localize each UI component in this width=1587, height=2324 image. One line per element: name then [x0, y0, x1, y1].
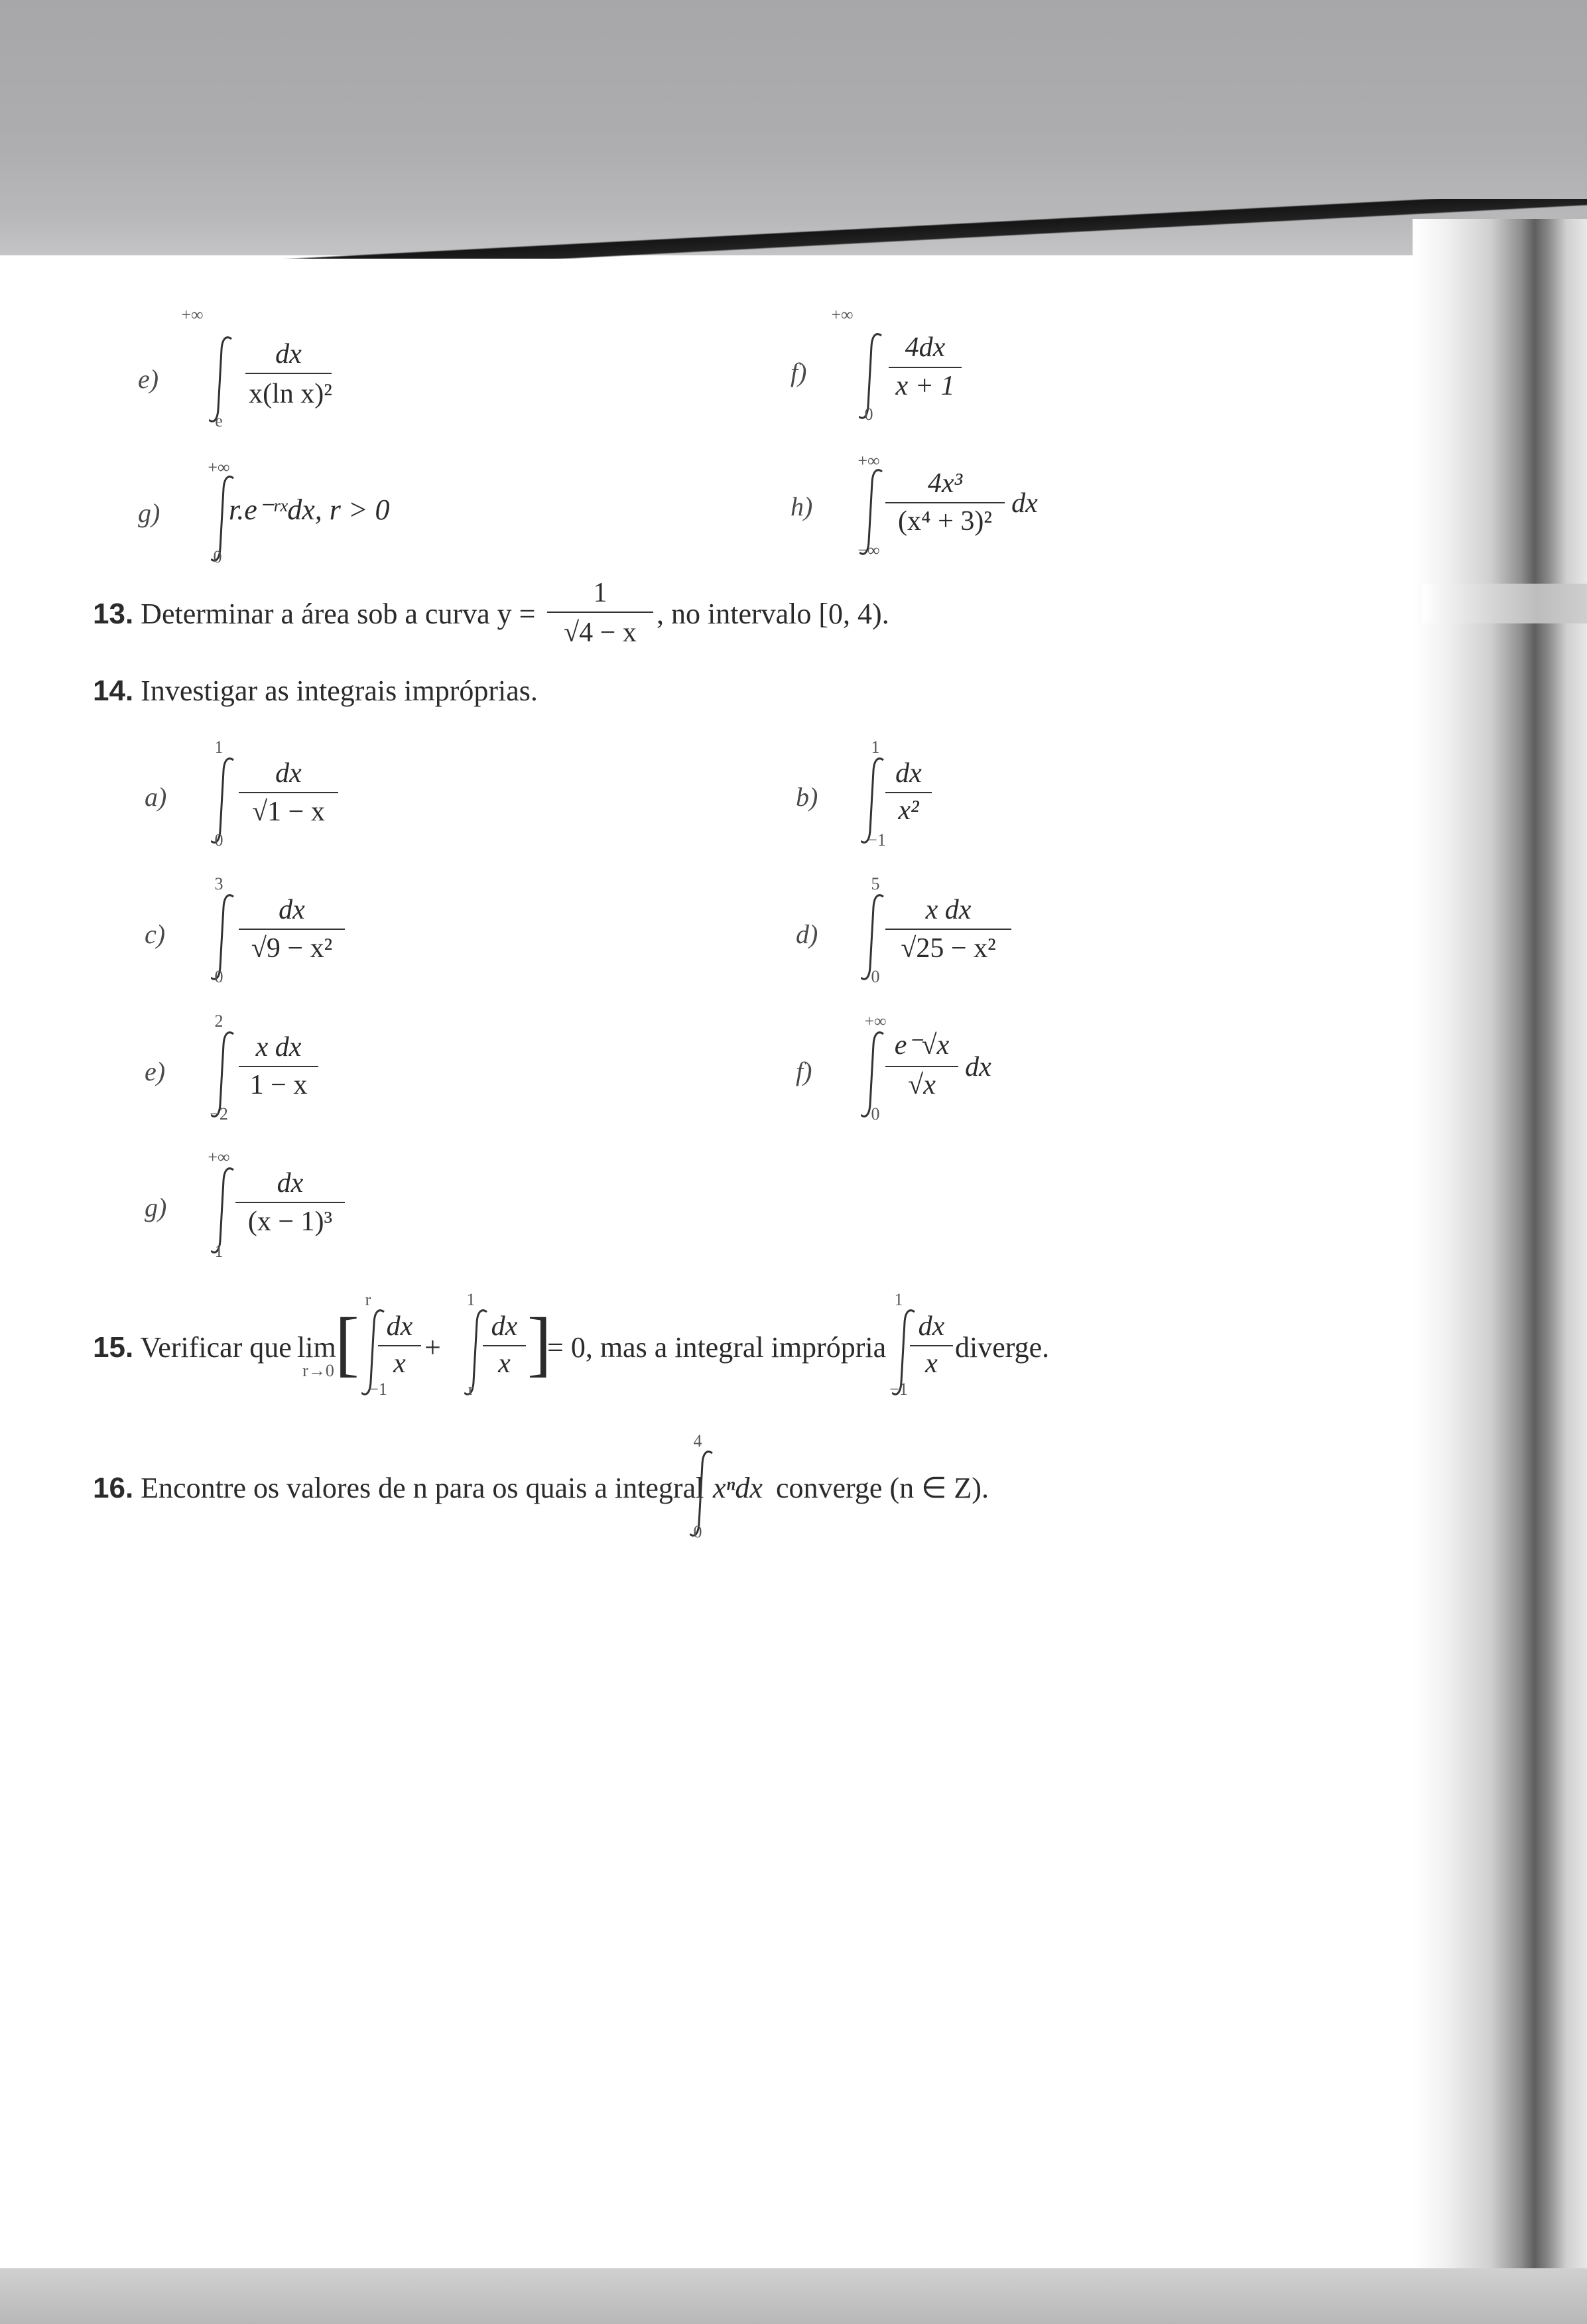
item-label: e) [138, 364, 159, 394]
integral-upper-limit: +∞ [208, 1147, 230, 1167]
integral-lower-limit: 0 [214, 830, 223, 850]
integral-lower-limit: −1 [889, 1380, 908, 1399]
numerator: dx [918, 1311, 945, 1342]
scan-artifact [1423, 584, 1587, 623]
numerator: 4x³ [927, 468, 963, 499]
integral-lower-limit: −1 [369, 1380, 387, 1399]
question-text-end: , no intervalo [0, 4). [657, 598, 889, 630]
integrand: r.e⁻ʳˣdx, r > 0 [229, 493, 390, 526]
integral-upper-limit: +∞ [857, 451, 880, 470]
denominator: (x⁴ + 3)² [898, 506, 992, 537]
numerator: x dx [255, 1032, 302, 1063]
item-label: g) [138, 498, 160, 528]
fraction-bar [245, 373, 332, 374]
question-text: Investigar as integrais impróprias. [141, 675, 538, 707]
denominator: x [498, 1348, 511, 1379]
item-label: d) [796, 919, 818, 949]
fraction-bar [910, 1345, 953, 1346]
integral-lower-limit: 0 [213, 547, 222, 566]
question-text-mid: = 0, mas a integral imprópria [547, 1331, 887, 1364]
integral-lower-limit: 1 [214, 1242, 223, 1261]
item-label: h) [791, 491, 813, 521]
denominator: 1 − x [249, 1070, 308, 1100]
numerator: x dx [925, 895, 972, 925]
question-text-end: diverge. [955, 1331, 1050, 1364]
item-label: c) [145, 919, 166, 949]
numerator: dx [491, 1311, 518, 1342]
question-text-end: converge (n ∈ Z). [776, 1472, 989, 1504]
numerator: e⁻√x [894, 1030, 950, 1061]
denominator: x² [898, 795, 919, 826]
integral-upper-limit: 1 [871, 738, 880, 757]
integral-lower-limit: −2 [210, 1104, 228, 1124]
integral-upper-limit: r [365, 1290, 371, 1309]
numerator: 1 [593, 578, 607, 608]
numerator: dx [895, 758, 922, 789]
page-edge [0, 199, 1587, 259]
fraction-bar [239, 1066, 318, 1067]
integral-upper-limit: 5 [871, 874, 880, 893]
question-text: Determinar a área sob a curva y = [141, 598, 536, 630]
numerator: dx [386, 1311, 413, 1342]
denominator: x [393, 1348, 406, 1379]
integral-upper-limit: 2 [214, 1011, 223, 1031]
limit-operator: lim [297, 1331, 336, 1364]
question-16 [93, 1472, 704, 1504]
integral-upper-limit: +∞ [208, 458, 230, 477]
integral-upper-limit: 1 [466, 1290, 476, 1309]
question-text: Encontre os valores de n para os quais a integral [141, 1472, 704, 1504]
fraction-bar [235, 1202, 345, 1203]
item-label: e) [145, 1057, 166, 1086]
denominator: x + 1 [895, 371, 955, 401]
integral-upper-limit: 1 [214, 738, 223, 757]
question-number: 16. [93, 1472, 134, 1504]
fraction-bar [483, 1345, 526, 1346]
denominator: √1 − x [252, 797, 325, 827]
integral-lower-limit: 0 [693, 1522, 702, 1541]
numerator: 4dx [905, 332, 946, 363]
differential: dx [1011, 488, 1038, 519]
fraction-bar [239, 792, 338, 793]
scan-bottom-shadow [0, 2268, 1587, 2324]
fraction-bar [885, 792, 932, 793]
question-text: Verificar que [140, 1331, 292, 1364]
denominator: x [925, 1348, 938, 1379]
denominator: (x − 1)³ [247, 1206, 333, 1237]
integral-lower-limit: 0 [871, 967, 880, 986]
numerator: dx [279, 895, 305, 925]
integral-upper-limit: 1 [894, 1290, 903, 1309]
integral-lower-limit: −∞ [857, 541, 880, 560]
fraction-bar [547, 612, 653, 613]
right-bracket: ] [527, 1303, 552, 1384]
numerator: dx [277, 1168, 304, 1198]
fraction-bar [378, 1345, 421, 1346]
numerator: dx [275, 339, 302, 369]
fraction-bar [889, 367, 962, 368]
item-label: b) [796, 782, 818, 812]
integrand: xⁿdx [713, 1472, 763, 1504]
question-13 [93, 598, 535, 630]
integral-upper-limit: +∞ [181, 305, 204, 324]
denominator: √25 − x² [901, 933, 996, 964]
denominator: √x [908, 1070, 936, 1100]
fraction-bar [885, 502, 1005, 503]
question-number: 13. [93, 598, 134, 630]
fraction-bar [885, 929, 1011, 930]
plus-sign: + [424, 1331, 441, 1364]
integral-upper-limit: +∞ [831, 305, 854, 324]
question-number: 14. [93, 675, 134, 707]
denominator: x(ln x)² [249, 379, 332, 409]
binding-shadow [1413, 219, 1587, 2288]
item-label: f) [791, 357, 807, 387]
denominator: √4 − x [564, 617, 637, 648]
integral-lower-limit: r [468, 1380, 474, 1399]
integral-lower-limit: −1 [867, 830, 886, 850]
question-number: 15. [93, 1331, 134, 1364]
item-label: g) [145, 1193, 167, 1222]
item-label: f) [796, 1057, 812, 1086]
question-14 [93, 675, 538, 707]
numerator: dx [275, 758, 302, 789]
fraction-bar [885, 1066, 958, 1067]
integral-upper-limit: 3 [214, 874, 223, 893]
limit-subscript: r→0 [302, 1361, 334, 1380]
integral-lower-limit: 0 [214, 967, 223, 986]
integral-lower-limit: e [215, 411, 223, 430]
integral-lower-limit: 0 [864, 405, 873, 424]
integral-upper-limit: +∞ [864, 1011, 887, 1031]
item-label: a) [145, 782, 167, 812]
question-15 [93, 1332, 292, 1364]
integral-lower-limit: 0 [871, 1104, 880, 1124]
differential: dx [965, 1052, 991, 1082]
left-bracket: [ [335, 1303, 359, 1384]
integral-upper-limit: 4 [693, 1431, 702, 1451]
denominator: √9 − x² [251, 933, 333, 964]
fraction-bar [239, 929, 345, 930]
